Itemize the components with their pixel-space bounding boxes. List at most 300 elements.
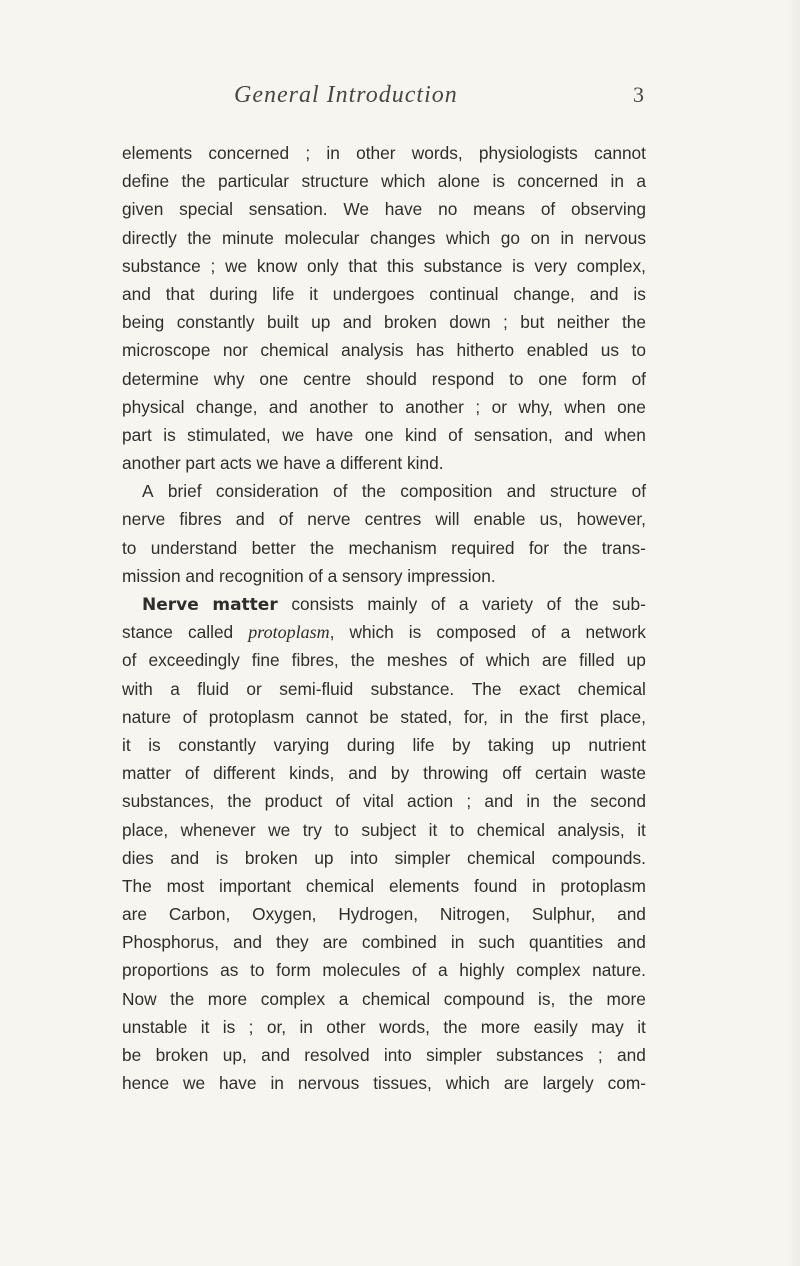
word-text: network [585,622,646,643]
word-text: a [560,622,571,643]
word-text: ; [475,396,481,417]
word-text: protoplasm [208,706,295,727]
word [370,224,435,252]
word [384,1041,412,1069]
word [431,590,445,618]
word [333,477,347,505]
word-text: other [356,143,396,163]
word [492,393,507,421]
word-text: in [532,875,546,896]
word-text: elements [122,143,193,163]
word-text: of [182,706,198,727]
word [409,618,421,646]
word [474,872,517,900]
word [557,816,624,844]
word-text: centre [303,368,352,389]
word-text: subject [361,819,417,840]
word-text: the [227,791,252,812]
word-text: in [499,706,514,727]
word-text: they [276,932,309,953]
word-text: the [574,594,599,614]
word [284,224,359,252]
word [167,872,204,900]
word [532,900,595,928]
word [617,393,646,421]
word-text: nutrient [588,734,646,755]
text-line [122,252,646,280]
word-text: nervous [584,227,646,248]
word [412,731,434,759]
word-text: alone [437,171,481,192]
text-line [122,167,646,195]
word-text: concerned [208,143,290,163]
word-text: it [637,819,646,840]
word-text: product [264,791,323,812]
word [276,928,309,956]
word-text: and [484,791,514,812]
word [177,308,255,336]
word-text: A [142,481,154,502]
word [252,534,296,562]
word [449,308,490,336]
word [535,759,587,787]
word-text: chemical [260,340,329,361]
word-text: complex, [576,255,646,276]
word-text: words, [411,143,463,163]
text-line [122,477,646,505]
word [214,365,245,393]
word-text: waste [600,763,646,784]
word-text: ; [248,1016,254,1037]
word [236,505,265,533]
word [208,985,247,1013]
word-text: nervous [297,1073,360,1094]
word [334,816,348,844]
word [122,703,171,731]
word-text: centres [364,509,422,530]
word-text: and [261,1045,290,1065]
word-text: will [435,509,460,530]
word-text: when [604,424,646,445]
word-text: change, [195,396,258,417]
word [534,252,567,280]
word [381,167,425,195]
text-line [122,844,646,872]
word [617,900,646,928]
word-text: different [213,763,276,784]
word [607,985,646,1013]
word-text: Sulphur, [531,904,596,925]
word-text: substance [423,255,503,276]
word [219,1069,256,1097]
word [185,759,199,787]
word [560,872,646,900]
word-text: consideration [215,481,319,502]
text-line [122,280,646,308]
word-text: have [384,199,423,220]
word [351,646,375,674]
word-text: , [329,622,335,643]
word-text: resolved [304,1045,370,1065]
word-text: up [311,312,331,333]
text-line [122,872,646,900]
word-text: of [278,509,294,530]
word-text: more [606,988,646,1009]
word [617,1041,646,1069]
word-text: more [207,988,248,1009]
word-text: matter [122,763,171,784]
word [307,505,350,533]
word-text: quantities [528,932,603,953]
word-text: of [540,199,556,220]
word-text: a [636,171,646,192]
word-text: trans- [601,537,646,558]
word-text: to [379,396,394,417]
word [432,365,494,393]
word [309,280,318,308]
word [426,1041,482,1069]
word [151,534,237,562]
word-text: we [282,424,305,445]
word-text: one [538,368,568,389]
word [591,1013,624,1041]
word [513,280,575,308]
word [252,900,316,928]
word [550,477,617,505]
word [122,195,163,223]
word-text: Phosphorus, [122,932,220,953]
text-line [122,308,646,336]
word [365,505,422,533]
word-text: compound [443,988,525,1009]
word [326,1013,365,1041]
word [502,759,521,787]
word-text: understand [150,537,238,558]
word [122,365,199,393]
word-text: to [449,819,465,840]
word [435,505,459,533]
word-text: is [222,1016,236,1037]
word-text: of [459,650,474,671]
text-line [122,1041,646,1069]
text-line [122,1069,646,1097]
text-line [122,393,646,421]
word [347,731,395,759]
word-text: such [478,932,515,953]
word [261,985,325,1013]
word-text: or, [266,1016,287,1037]
word-text: of [631,481,646,502]
word-text: of [184,763,200,784]
word [519,393,553,421]
word [301,167,368,195]
word-text: define [122,171,170,192]
word [348,759,377,787]
word [227,787,251,815]
word [282,421,304,449]
word [484,787,513,815]
word-text: the [621,312,646,333]
word [405,393,464,421]
text-line [122,900,646,928]
word [585,618,646,646]
word [212,590,277,618]
word [534,1013,578,1041]
word-text: substances [496,1045,584,1065]
word-text: no [438,199,458,220]
word [303,365,351,393]
word [571,195,646,223]
word [322,956,400,984]
word [233,928,262,956]
word [457,336,515,364]
word-text: determine [122,368,199,389]
word [622,308,646,336]
word-text: broken [155,1045,209,1065]
word-text: and [617,1045,646,1065]
word [450,816,464,844]
word-text: better [251,537,296,558]
text-line [122,618,646,646]
word [208,139,289,167]
word-text: is [512,255,525,276]
word [343,308,372,336]
word [601,336,619,364]
word-text: exceedingly [148,650,240,671]
word [156,1041,209,1069]
word [350,844,378,872]
word-text: is [492,171,505,192]
word [348,534,436,562]
word [223,1013,235,1041]
word-text: and [348,763,378,784]
word [201,1013,210,1041]
word-text: undergoes [332,283,415,304]
word-text: the [350,650,375,671]
word [451,928,464,956]
word [594,139,646,167]
word [142,477,154,505]
word-text: during [209,283,258,304]
word-text: broken [384,312,437,333]
word [122,1041,141,1069]
word-text: or [246,678,262,699]
word-text: nerve [307,509,351,530]
text-run: another part acts we have a different kind. [122,453,444,474]
word-text: certain [535,763,587,784]
word-text: highly [459,960,505,981]
word [560,224,573,252]
word [276,956,311,984]
word-text: a [437,960,448,981]
word [400,477,492,505]
word [179,505,221,533]
word [218,167,289,195]
word [122,675,153,703]
word [216,477,319,505]
word-text: chemical [577,678,646,699]
word [219,872,291,900]
word [575,590,599,618]
word-text: the [310,537,335,558]
word-text: nature. [592,960,646,981]
word [306,872,374,900]
word [248,618,334,646]
word [335,787,349,815]
word [451,534,514,562]
word [365,421,394,449]
word-text: ; [503,312,508,333]
word [526,787,539,815]
word [343,195,369,223]
word-text: in [610,171,624,192]
running-title: General Introduction [234,82,458,108]
word-text: and [617,904,646,925]
word-text: structure [301,171,369,192]
word [379,1013,430,1041]
word-text: the [553,791,578,812]
word [590,280,619,308]
word-text: the [170,988,195,1009]
word [122,844,154,872]
word-text: built [266,312,299,333]
word-text: composed [436,622,517,643]
word-text: of [430,594,446,614]
word-text: respond [431,368,495,389]
word [588,731,646,759]
word [188,618,233,646]
word-text: a [170,678,180,699]
word-text: are [322,932,348,953]
word [122,280,151,308]
word [436,618,516,646]
word-text: ; [597,1045,603,1065]
word-text: place, [122,819,169,840]
word [309,393,368,421]
word-text: whenever [180,819,256,840]
word-text: however, [576,509,646,530]
text-line [122,928,646,956]
word [122,252,201,280]
word [632,336,646,364]
word [369,703,388,731]
word-text: We [343,199,369,220]
word [379,393,393,421]
word [298,1069,359,1097]
word [122,787,214,815]
word-text: largely [542,1073,594,1094]
word-text: constantly [176,312,255,333]
word-text: physical [122,396,185,417]
word-text: up [551,734,571,755]
word-text: molecules [322,960,401,981]
word [459,590,469,618]
word-text: by [452,734,471,755]
word [474,505,526,533]
word-text: molecular [284,227,360,248]
word-text: particular [217,171,290,192]
word [633,280,645,308]
word [216,844,228,872]
word-text: substances, [122,791,215,812]
word-text: hitherto [456,340,515,361]
word-text: are [122,904,147,925]
word-text: sensation. [248,199,328,220]
word-text: that [165,283,195,304]
word [444,985,525,1013]
word-text: off [502,763,522,784]
word-text: when [564,396,606,417]
word-text: which [349,622,394,643]
word [279,675,353,703]
word [407,787,453,815]
word [395,844,451,872]
word [637,816,646,844]
word [179,195,233,223]
word [608,1069,646,1097]
word [122,900,147,928]
word-text: compounds. [551,847,646,868]
word-text: required [451,537,515,558]
word [501,224,520,252]
word-text: elements [388,875,460,896]
word-text: proportions [122,960,209,981]
word [122,421,152,449]
text-line [122,816,646,844]
word-text: Oxygen, [252,904,317,925]
word-text: it [309,283,318,304]
word-text: the [443,1016,468,1037]
word [169,900,230,928]
word-text: means [473,199,525,220]
word-text: fibres [179,509,222,530]
word [356,139,395,167]
word [488,731,534,759]
word [183,1069,205,1097]
word-text: composition [400,481,493,502]
word [268,816,290,844]
word-text: as [220,960,239,981]
text-line [122,1013,646,1041]
word-text: The [471,678,502,699]
word [323,928,348,956]
word-text: why [213,368,245,389]
word [592,956,646,984]
word-text: is [633,283,646,304]
text-line [122,562,646,590]
word [438,167,480,195]
word-text: brief [167,481,202,502]
word-text: know [256,255,298,276]
word-text: Now [122,988,157,1009]
word [496,1041,583,1069]
word-text: that [348,255,378,276]
word-text: filled [579,650,615,671]
word [306,703,358,731]
word-text: and [268,396,298,417]
word-text: given [122,199,164,220]
word-text: are [542,650,568,671]
word [291,590,353,618]
word-text: special [179,199,233,220]
word [557,308,610,336]
word-text: has [416,340,444,361]
word-text: simpler [426,1045,482,1065]
word [579,646,615,674]
run-in-heading-word: matter [212,595,278,615]
word [520,308,544,336]
text-line [122,505,646,533]
